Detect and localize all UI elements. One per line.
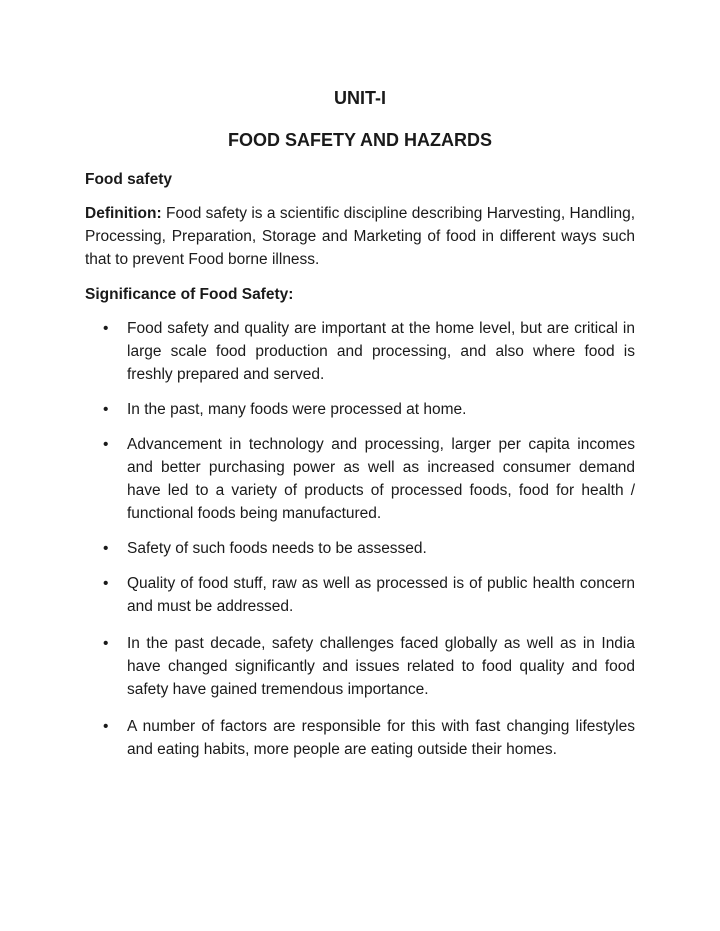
list-item-text: In the past decade, safety challenges faced globally as well as in India have changed significantly and issues related to food quality and food safety have gained tremendous importance. [127,635,635,698]
list-item [85,715,635,761]
list-item [85,317,635,386]
list-item-text: Quality of food stuff, raw as well as processed is of public health concern and must be addressed. [127,575,635,615]
list-item [85,572,635,618]
list-item-text: Advancement in technology and processing, larger per capita incomes and better purchasing power as well as increased consumer demand have led to a variety of products of processed foods, food for health / functional foods being manufactured. [127,436,635,522]
list-item [85,632,635,701]
bullet-icon: • [103,575,109,592]
definition-text: Food safety is a scientific discipline describing Harvesting, Handling, Processing, Preparation, Storage and Marketing of food in different ways such that to prevent Food borne illness. [85,205,636,268]
list-item [85,398,635,421]
page-title: FOOD SAFETY AND HAZARDS [227,130,492,150]
bullet-icon: • [103,436,109,453]
section-heading-food-safety: Food safety [85,171,172,188]
unit-heading: UNIT-I [334,88,386,108]
bullet-icon: • [103,718,109,735]
list-item-text: A number of factors are responsible for this with fast changing lifestyles and eating habits, more people are eating outside their homes. [127,718,635,758]
bullet-icon: • [103,635,109,652]
list-item-text: In the past, many foods were processed at home. [127,401,467,418]
definition-paragraph [85,202,635,271]
bullet-icon: • [103,540,109,557]
significance-list [85,317,635,761]
list-item-text: Food safety and quality are important at the home level, but are critical in large scale food production and processing, and also where food is freshly prepared and served. [127,320,635,383]
list-item [85,433,635,525]
definition-label: Definition: [85,205,162,222]
bullet-icon: • [103,320,109,337]
section-heading-significance: Significance of Food Safety: [85,286,294,303]
list-item-text: Safety of such foods needs to be assessed. [127,540,427,557]
list-item [85,537,635,560]
bullet-icon: • [103,401,109,418]
